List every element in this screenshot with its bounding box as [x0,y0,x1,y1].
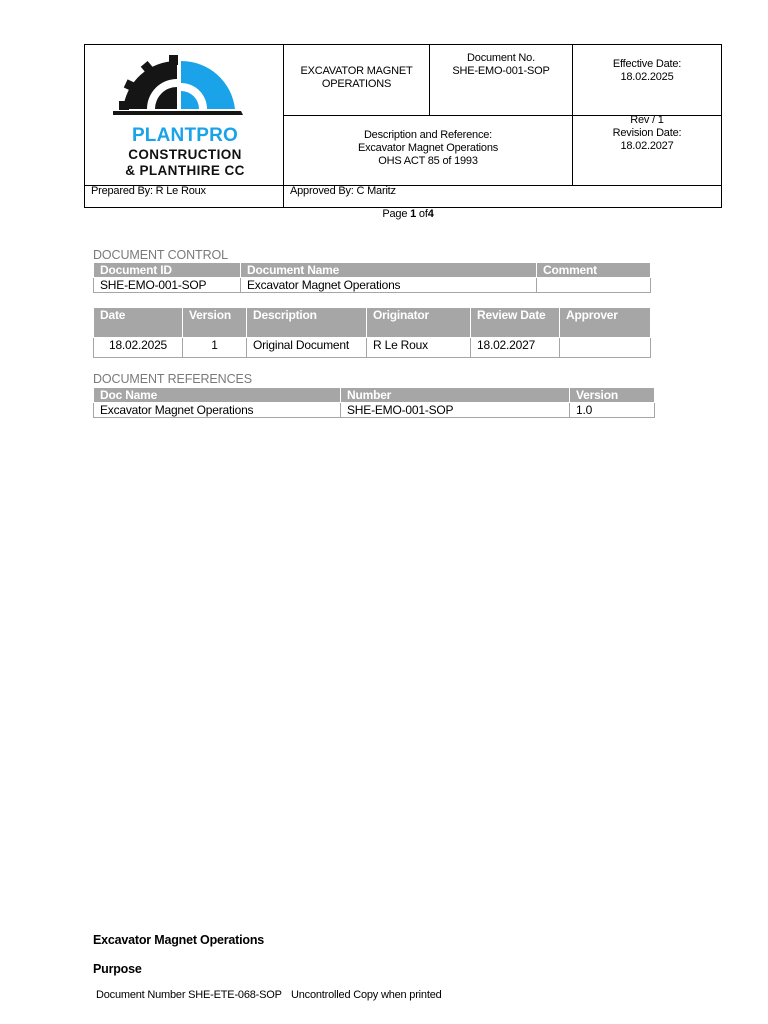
footer-document-number: Document Number SHE-ETE-068-SOP [96,989,282,1001]
table-cell: Original Document [247,338,367,358]
table-cell: Excavator Magnet Operations [94,403,341,418]
table-row [94,338,651,358]
table-cell: SHE-EMO-001-SOP [94,278,241,293]
col-header: Document Name [241,263,537,278]
table-row [94,278,651,293]
col-header: Approver [560,308,651,338]
table-cell: 1.0 [570,403,655,418]
document-number: Document No. SHE-EMO-001-SOP [452,52,550,77]
approved-by: Approved By: C Maritz [290,185,396,197]
page-number: Page 1 of4 [382,208,434,220]
col-header: Originator [367,308,471,338]
table-header-row [94,263,651,278]
document-header [84,44,722,208]
gear-logo-icon [113,55,253,125]
purpose-heading: Purpose [93,962,142,976]
table-header-row [94,388,655,403]
table-cell: Excavator Magnet Operations [241,278,537,293]
footer-uncontrolled-copy: Uncontrolled Copy when printed [291,989,442,1001]
section-heading: Excavator Magnet Operations [93,933,265,947]
col-header: Description [247,308,367,338]
table-cell: 18.02.2027 [471,338,560,358]
table-row [94,403,655,418]
col-header: Number [341,388,570,403]
col-header: Document ID [94,263,241,278]
table-header-row [94,308,651,338]
col-header: Version [183,308,247,338]
col-header: Review Date [471,308,560,338]
table-cell: R Le Roux [367,338,471,358]
logo-subtitle-line1: CONSTRUCTION [128,147,242,162]
prepared-by: Prepared By: R Le Roux [91,185,206,197]
table-cell [537,278,651,293]
table-cell [560,338,651,358]
table-cell: 1 [183,338,247,358]
description-reference: Description and Reference: Excavator Magnet Operations OHS ACT 85 of 1993 [357,129,499,167]
logo-subtitle-line2: & PLANTHIRE CC [125,163,245,178]
col-header: Version [570,388,655,403]
document-control-table [93,262,651,293]
version-history-table [93,307,651,358]
document-title: EXCAVATOR MAGNET OPERATIONS [300,65,413,90]
col-header: Comment [537,263,651,278]
col-header: Date [94,308,183,338]
table-cell: SHE-EMO-001-SOP [341,403,570,418]
effective-date: Effective Date: 18.02.2025 [612,58,682,83]
document-control-title: DOCUMENT CONTROL [93,248,228,262]
col-header: Doc Name [94,388,341,403]
document-references-table [93,387,655,418]
table-cell: 18.02.2025 [94,338,183,358]
company-logo [113,55,253,178]
document-references-title: DOCUMENT REFERENCES [93,372,252,386]
revision-info: Rev / 1 Revision Date: 18.02.2027 [612,114,682,152]
logo-brand-text: PLANTPRO [131,125,239,146]
